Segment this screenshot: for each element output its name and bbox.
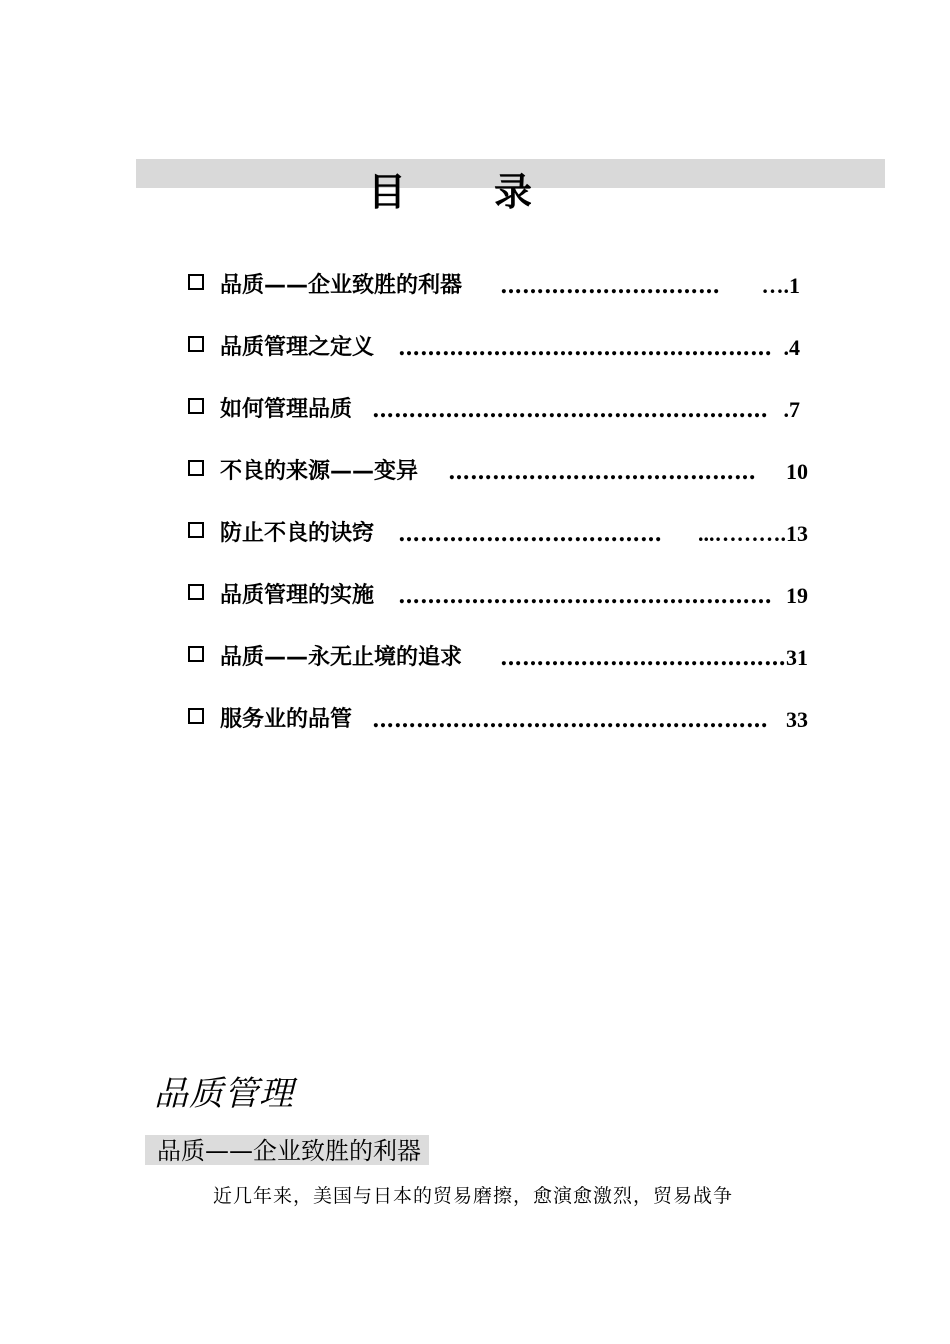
document-title: 品质管理	[154, 1074, 294, 1114]
toc-entry[interactable]	[188, 392, 808, 454]
checkbox-icon	[188, 646, 204, 662]
body-paragraph: 近几年来，美国与日本的贸易磨擦，愈演愈激烈，贸易战争	[213, 1185, 734, 1207]
toc-entry-label: 品质——永无止境的追求	[220, 645, 463, 670]
toc-entry-label: 不良的来源——变异	[220, 459, 419, 484]
toc-entry-page: 19	[786, 583, 808, 608]
toc-entry-label: 服务业的品管	[220, 707, 353, 732]
toc-entry-page: 33	[786, 707, 808, 732]
checkbox-icon	[188, 398, 204, 414]
checkbox-icon	[188, 708, 204, 724]
checkbox-icon	[188, 274, 204, 290]
toc-entry-leader: ……………………………………………	[398, 583, 772, 609]
toc-entry-label: 防止不良的诀窍	[220, 521, 375, 546]
toc-entry[interactable]	[188, 330, 808, 392]
toc-entry-page: 31	[786, 645, 808, 670]
toc-entry-leader: ……………………………………	[448, 459, 756, 485]
checkbox-icon	[188, 584, 204, 600]
toc-entry-leader: …………………………………	[500, 645, 786, 671]
toc-entry-page: .4	[783, 335, 800, 360]
toc-entry-label: 如何管理品质	[220, 397, 353, 422]
toc-entry-leader: …………………………	[500, 273, 720, 299]
toc-entry[interactable]	[188, 454, 808, 516]
toc-entry[interactable]	[188, 516, 808, 578]
toc-entry-leader: ……………………………………………	[398, 335, 772, 361]
toc-entry-label: 品质——企业致胜的利器	[220, 273, 463, 298]
toc-entry[interactable]	[188, 578, 808, 640]
checkbox-icon	[188, 522, 204, 538]
toc-entry-leader: ………………………………………………	[372, 707, 768, 733]
toc-entry-label: 品质管理之定义	[220, 335, 375, 360]
checkbox-icon	[188, 460, 204, 476]
toc-entry-page: 10	[786, 459, 808, 484]
toc-entry[interactable]	[188, 640, 808, 702]
toc-entry[interactable]	[188, 702, 808, 764]
toc-entry-page: ...……….13	[698, 521, 808, 546]
toc-title: 目录	[368, 170, 621, 214]
toc-entry-label: 品质管理的实施	[220, 583, 375, 608]
toc-entry-leader: ………………………………	[398, 521, 662, 547]
section-heading: 品质——企业致胜的利器	[145, 1135, 429, 1165]
toc-entry-page: ….1	[761, 273, 800, 298]
toc-entry[interactable]	[188, 268, 808, 330]
toc-entry-leader: ………………………………………………	[372, 397, 768, 423]
toc-entry-page: .7	[783, 397, 800, 422]
toc-list	[188, 268, 808, 764]
checkbox-icon	[188, 336, 204, 352]
